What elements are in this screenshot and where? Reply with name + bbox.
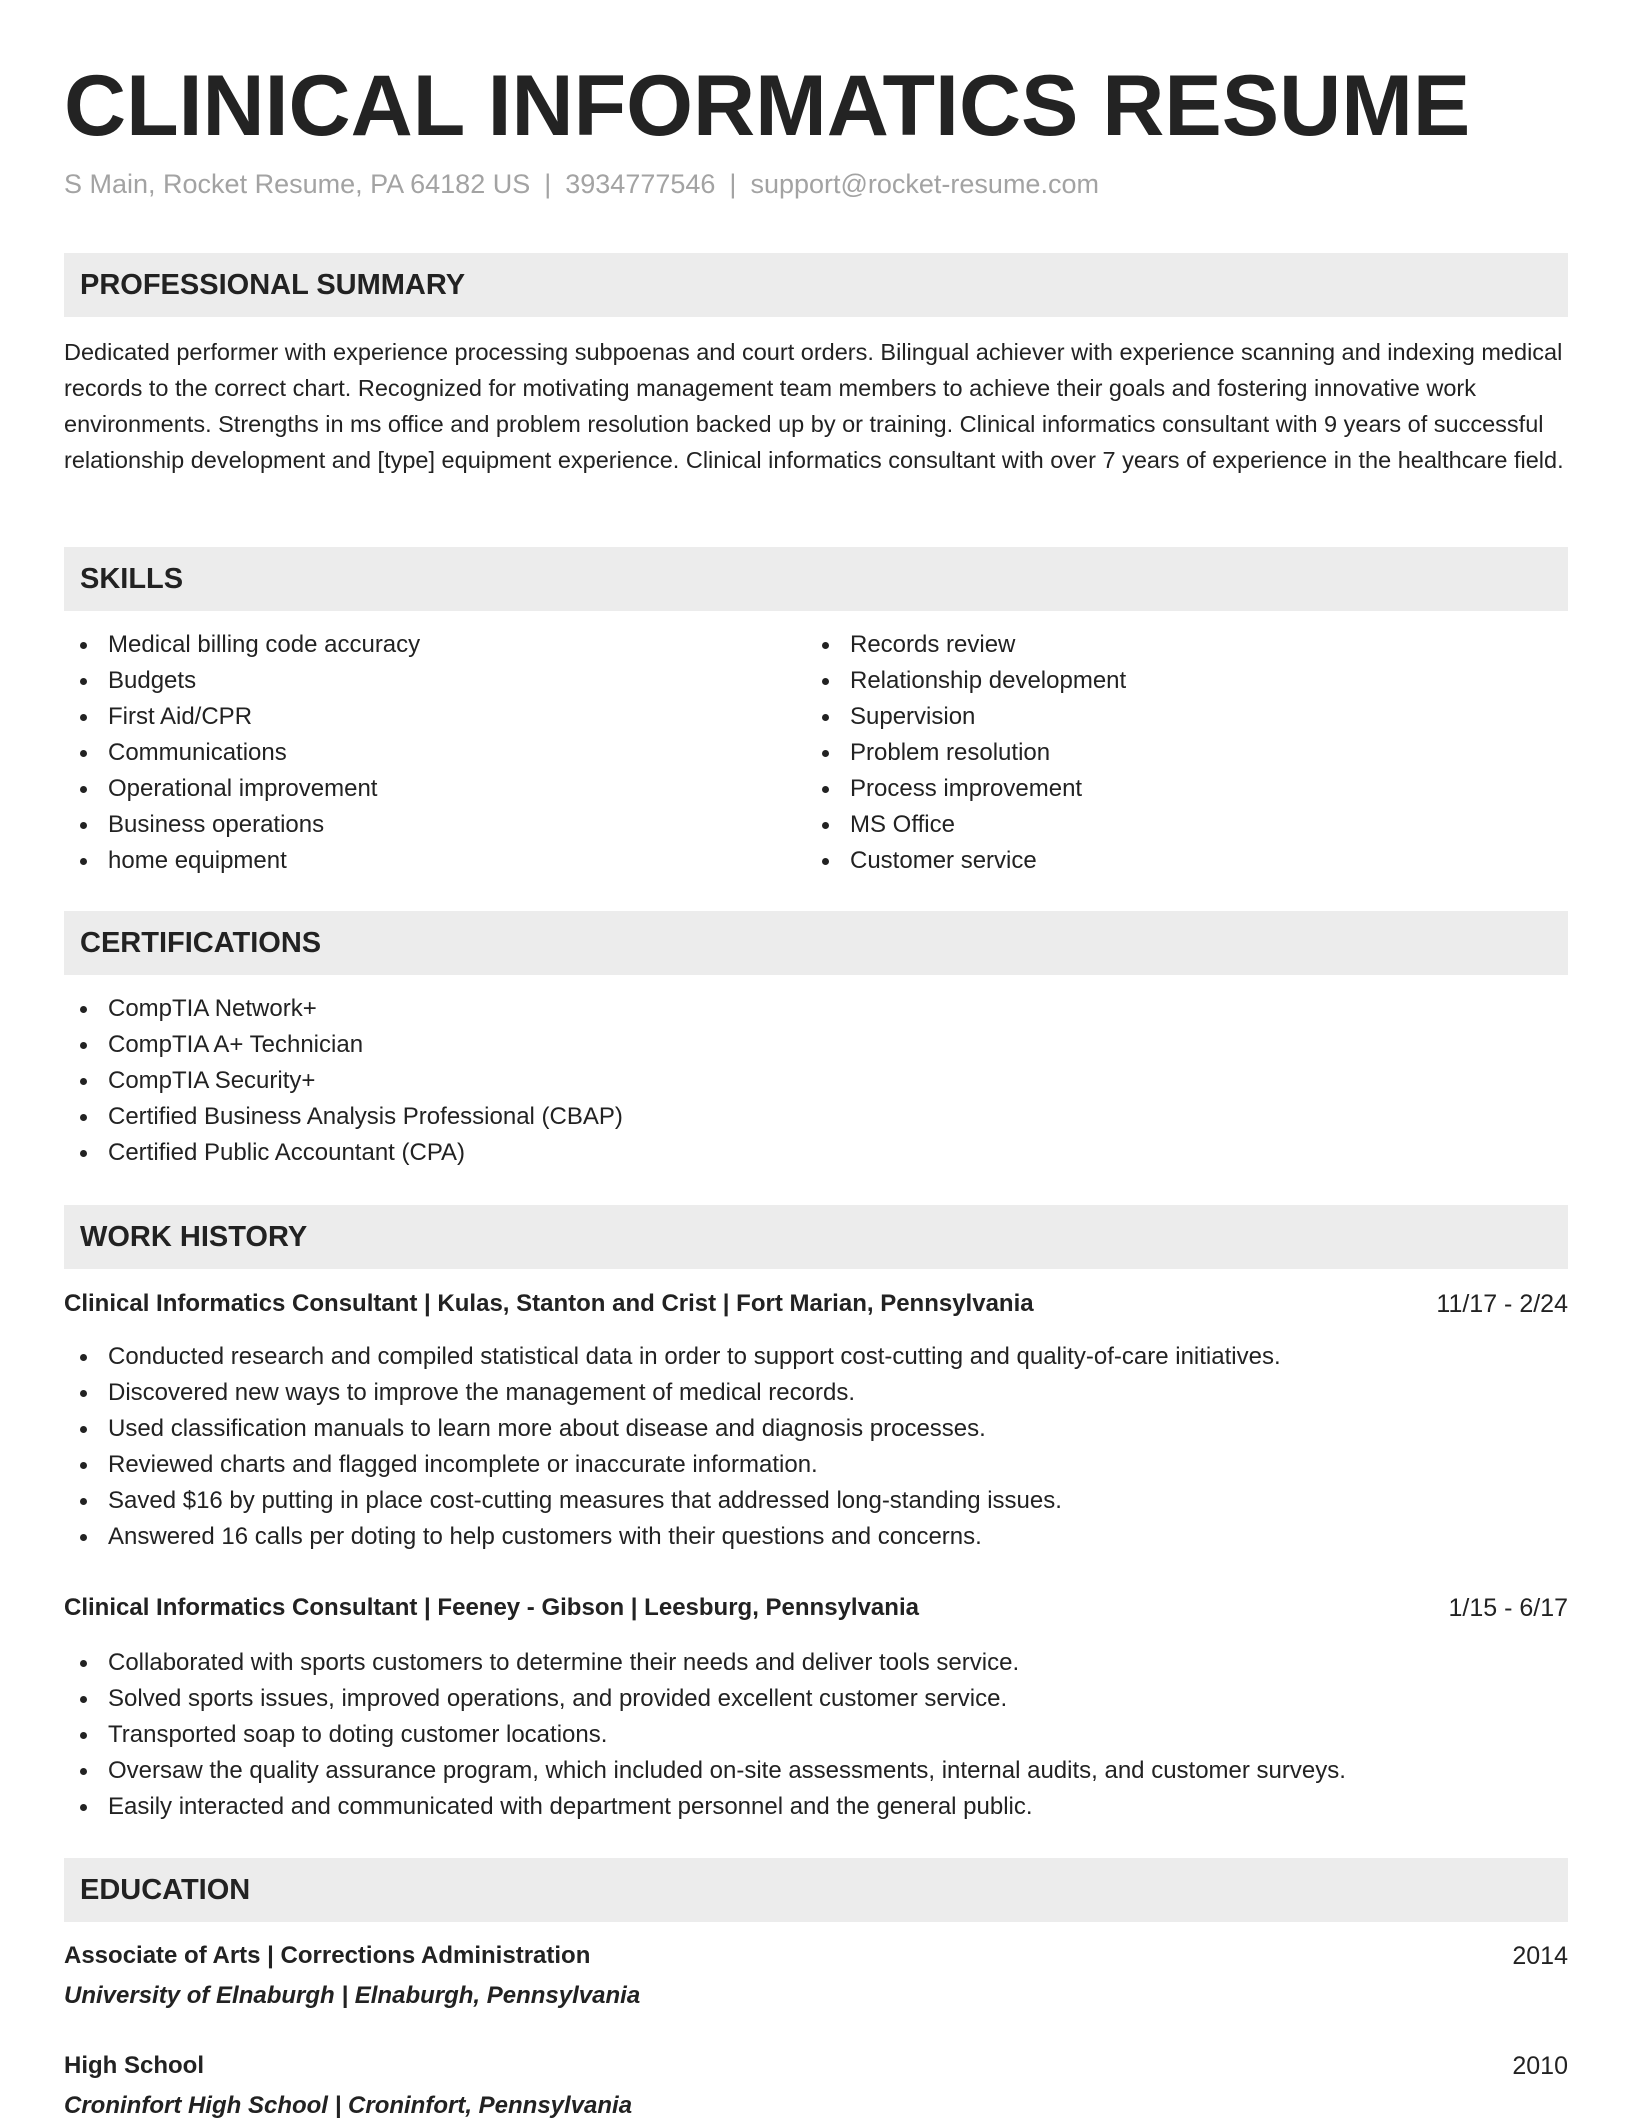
contact-separator: | xyxy=(729,169,737,199)
job-dates: 11/17 - 2/24 xyxy=(1436,1290,1568,1318)
skill-item: Communications xyxy=(64,735,420,771)
job-bullet: Reviewed charts and flagged incomplete or inaccurate information. xyxy=(64,1447,1281,1483)
job-bullet: Oversaw the quality assurance program, which included on-site assessments, internal audits, and customer surveys. xyxy=(64,1753,1346,1789)
certification-item: CompTIA Network+ xyxy=(64,991,623,1027)
education-school: University of Elnaburgh | Elnaburgh, Pennsylvania xyxy=(64,1982,641,2009)
job-title: Clinical Informatics Consultant | Kulas, Stanton and Crist | Fort Marian, Pennsylvania xyxy=(64,1290,1034,1317)
certification-item: Certified Public Accountant (CPA) xyxy=(64,1135,623,1171)
skill-item: Customer service xyxy=(806,843,1126,879)
education-year: 2010 xyxy=(1512,2052,1568,2080)
job-bullet: Answered 16 calls per doting to help customers with their questions and concerns. xyxy=(64,1519,1281,1555)
skill-item: First Aid/CPR xyxy=(64,699,420,735)
section-heading-summary: PROFESSIONAL SUMMARY xyxy=(64,253,1568,317)
certification-item: CompTIA A+ Technician xyxy=(64,1027,623,1063)
section-heading-work-history: WORK HISTORY xyxy=(64,1205,1568,1269)
skills-list-right xyxy=(806,627,1126,879)
job-bullet: Used classification manuals to learn more about disease and diagnosis processes. xyxy=(64,1411,1281,1447)
skill-item: home equipment xyxy=(64,843,420,879)
contact-email: support@rocket-resume.com xyxy=(750,169,1099,199)
certification-item: CompTIA Security+ xyxy=(64,1063,623,1099)
job-bullet: Solved sports issues, improved operations, and provided excellent customer service. xyxy=(64,1681,1346,1717)
section-heading-education: EDUCATION xyxy=(64,1858,1568,1922)
contact-separator: | xyxy=(544,169,552,199)
job-bullet: Easily interacted and communicated with department personnel and the general public. xyxy=(64,1789,1346,1825)
job-title: Clinical Informatics Consultant | Feeney - Gibson | Leesburg, Pennsylvania xyxy=(64,1594,919,1621)
contact-address: S Main, Rocket Resume, PA 64182 US xyxy=(64,169,531,199)
skill-item: MS Office xyxy=(806,807,1126,843)
job-bullet: Collaborated with sports customers to determine their needs and deliver tools service. xyxy=(64,1645,1346,1681)
contact-line xyxy=(64,166,1099,202)
resume-title: CLINICAL INFORMATICS RESUME xyxy=(64,58,1471,154)
skill-item: Supervision xyxy=(806,699,1126,735)
education-degree: Associate of Arts | Corrections Administration xyxy=(64,1942,591,1969)
skill-item: Relationship development xyxy=(806,663,1126,699)
section-heading-certifications: CERTIFICATIONS xyxy=(64,911,1568,975)
education-year: 2014 xyxy=(1512,1942,1568,1970)
certifications-list xyxy=(64,991,623,1171)
skill-item: Business operations xyxy=(64,807,420,843)
section-heading-skills: SKILLS xyxy=(64,547,1568,611)
skill-item: Medical billing code accuracy xyxy=(64,627,420,663)
job-dates: 1/15 - 6/17 xyxy=(1448,1594,1568,1622)
skill-item: Operational improvement xyxy=(64,771,420,807)
skill-item: Records review xyxy=(806,627,1126,663)
job-bullet: Transported soap to doting customer locations. xyxy=(64,1717,1346,1753)
certification-item: Certified Business Analysis Professional (CBAP) xyxy=(64,1099,623,1135)
skill-item: Process improvement xyxy=(806,771,1126,807)
job-bullet: Conducted research and compiled statistical data in order to support cost-cutting and quality-of-care initiatives. xyxy=(64,1339,1281,1375)
job-bullets xyxy=(64,1645,1346,1825)
job-bullet: Discovered new ways to improve the management of medical records. xyxy=(64,1375,1281,1411)
skills-list-left xyxy=(64,627,420,879)
skill-item: Problem resolution xyxy=(806,735,1126,771)
education-school: Croninfort High School | Croninfort, Pennsylvania xyxy=(64,2092,633,2119)
job-bullet: Saved $16 by putting in place cost-cutting measures that addressed long-standing issues. xyxy=(64,1483,1281,1519)
summary-text: Dedicated performer with experience processing subpoenas and court orders. Bilingual achiever with experience scanning and indexing medical records to the correct chart. Recognized for motivating management team members to achieve their goals and fostering innovative work environments. Strengths in ms office and problem resolution backed up by or training. Clinical informatics consultant with 9 years of successful relationship development and [type] equipment experience. Clinical informatics consultant with over 7 years of experience in the healthcare field. xyxy=(64,339,1564,473)
education-degree: High School xyxy=(64,2052,204,2079)
job-bullets xyxy=(64,1339,1281,1555)
contact-phone: 3934777546 xyxy=(565,169,716,199)
skill-item: Budgets xyxy=(64,663,420,699)
